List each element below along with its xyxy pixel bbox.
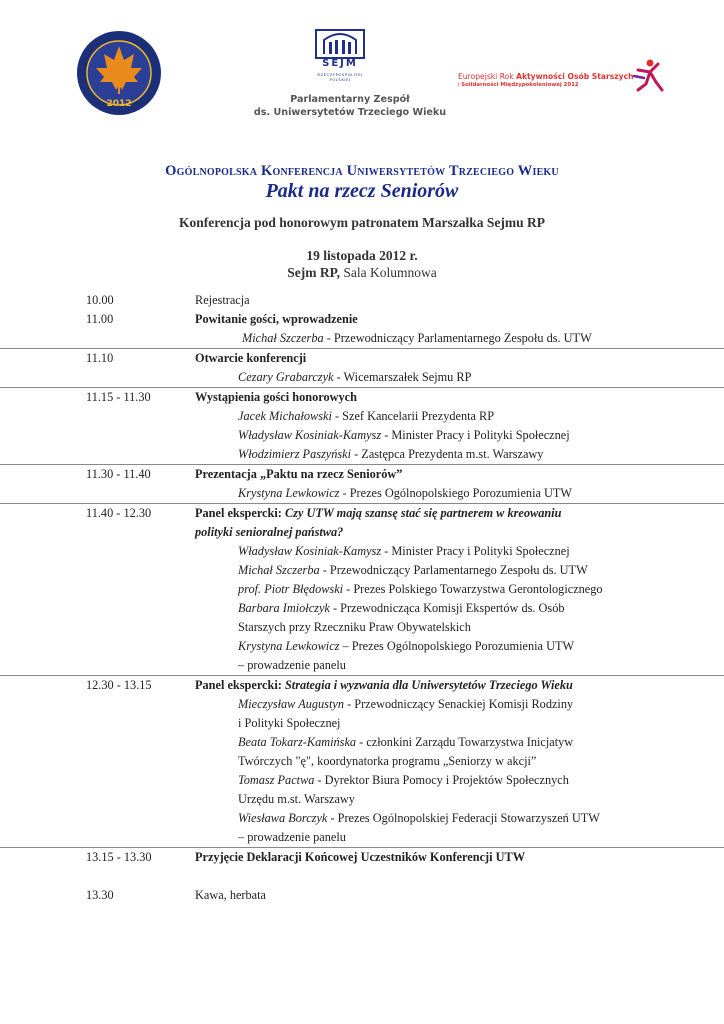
program-row: [0, 733, 724, 752]
speaker: [238, 580, 603, 599]
row-time: 12.30 - 13.15: [86, 678, 152, 692]
zespol-name: [210, 93, 490, 119]
speaker-name: Krystyna Lewkowicz: [238, 486, 340, 500]
speaker: [238, 368, 471, 387]
speaker-role: - Przewodniczący Senackiej Komisji Rodziny: [344, 697, 574, 711]
speaker-role: - Prezes Ogólnopolskiego Porozumienia UTW: [339, 486, 573, 500]
zespol-line2: ds. Uniwersytetów Trzeciego Wieku: [253, 107, 447, 118]
speaker: [238, 599, 565, 618]
utw-logo: [76, 30, 162, 116]
program-row: [0, 291, 724, 310]
row-time: 13.15 - 13.30: [86, 850, 152, 864]
sejm-sub-line1: RZECZYPOSPOLITEJ: [317, 72, 363, 77]
program-spacer: [0, 867, 724, 886]
program-row: [0, 752, 724, 771]
moderator-note: – prowadzenie panelu: [238, 658, 346, 672]
program-row: [0, 618, 724, 637]
speaker-role: - Przewodnicząca Komisji Ekspertów ds. Osób: [329, 601, 565, 615]
speaker-role: - Zastępca Prezydenta m.st. Warszawy: [351, 447, 544, 461]
row-text: Prezentacja „Paktu na rzecz Seniorów”: [195, 467, 403, 481]
speaker-name: Wiesława Borczyk: [238, 811, 328, 825]
program-row: [0, 523, 724, 542]
row-text: Przyjęcie Deklaracji Końcowej Uczestników Konferencji UTW: [195, 850, 525, 864]
program-row: [0, 426, 724, 445]
speaker-name: Władysław Kosiniak-Kamysz: [238, 428, 382, 442]
eu-line1-a: Europejski Rok: [458, 72, 517, 81]
row-text: [195, 504, 561, 523]
speaker-role: - Prezes Ogólnopolskiej Federacji Stowarzyszeń UTW: [327, 811, 600, 825]
program-row: [0, 348, 724, 368]
speaker: [238, 484, 572, 503]
program-row: [0, 329, 724, 348]
row-text: Wystąpienia gości honorowych: [195, 390, 357, 404]
speaker-role: - członkini Zarządu Towarzystwa Inicjatyw: [356, 735, 574, 749]
speaker-name: Tomasz Pactwa: [238, 773, 315, 787]
speaker-role-cont: i Polityki Społecznej: [238, 716, 341, 730]
speaker: [238, 445, 543, 464]
row-time: 10.00: [86, 293, 114, 307]
eu-year-figure-icon: [628, 58, 668, 92]
panel-topic: Strategia i wyzwania dla Uniwersytetów Trzeciego Wieku: [284, 678, 573, 692]
conference-date: 19 listopada 2012 r.: [306, 248, 418, 263]
sejm-logo-word: SEJM: [322, 58, 358, 69]
row-text: Kawa, herbata: [195, 888, 267, 902]
conference-title: Ogólnopolska Konferencja Uniwersytetów Trzeciego Wieku: [165, 163, 559, 179]
panel-label: Panel ekspercki:: [195, 506, 285, 520]
program-row: [0, 561, 724, 580]
program-row: [0, 847, 724, 867]
moderator-note: – prowadzenie panelu: [238, 830, 346, 844]
speaker: [242, 329, 592, 348]
program-row: [0, 407, 724, 426]
speaker-role: - Minister Pracy i Polityki Społecznej: [381, 428, 570, 442]
panel-topic: Czy UTW mają szansę stać się partnerem w kreowaniu: [284, 506, 562, 520]
speaker-role-cont: Twórczych "ę", koordynatorka programu „Seniorzy w akcji”: [238, 754, 537, 768]
zespol-line1: Parlamentarny Zespół: [290, 94, 410, 105]
row-text: Rejestracja: [195, 293, 250, 307]
program-row: [0, 809, 724, 828]
patronage-line: Konferencja pod honorowym patronatem Marszałka Sejmu RP: [179, 215, 545, 230]
program-row: [0, 637, 724, 656]
program-row: [0, 656, 724, 675]
speaker: [238, 407, 494, 426]
speaker-role: - Minister Pracy i Polityki Społecznej: [381, 544, 570, 558]
conference-place: [0, 265, 724, 281]
speaker-name: Cezary Grabarczyk: [238, 370, 334, 384]
program-table: [0, 291, 724, 905]
speaker-name: Władysław Kosiniak-Kamysz: [238, 544, 382, 558]
row-text: [195, 676, 573, 695]
row-time: 11.00: [86, 312, 114, 326]
row-time: 11.15 - 11.30: [86, 390, 151, 404]
program-row: [0, 828, 724, 847]
sejm-sub-line2: POLSKIEJ: [329, 77, 351, 82]
program-row: [0, 675, 724, 695]
row-text: Powitanie gości, wprowadzenie: [195, 312, 358, 326]
speaker-name: Michał Szczerba: [238, 563, 320, 577]
speaker: [238, 695, 573, 714]
speaker: [238, 542, 570, 561]
speaker-role: - Szef Kancelarii Prezydenta RP: [331, 409, 495, 423]
program-row: [0, 580, 724, 599]
program-row: [0, 542, 724, 561]
speaker-name: prof. Piotr Błędowski: [238, 582, 344, 596]
row-text: Otwarcie konferencji: [195, 351, 307, 365]
program-row: [0, 464, 724, 484]
row-time: 11.10: [86, 351, 114, 365]
program-row: [0, 695, 724, 714]
place-bold: Sejm RP,: [287, 265, 340, 280]
program-row: [0, 790, 724, 809]
speaker-role: - Dyrektor Biura Pomocy i Projektów Społecznych: [314, 773, 569, 787]
speaker-role: - Prezes Polskiego Towarzystwa Gerontologicznego: [343, 582, 603, 596]
speaker-name: Jacek Michałowski: [238, 409, 332, 423]
program-row: [0, 368, 724, 387]
program-row: [0, 599, 724, 618]
conference-subtitle: Pakt na rzecz Seniorów: [265, 180, 459, 202]
speaker: [238, 733, 573, 752]
eu-line2-b: Solidarności Międzypokoleniowej 2012: [461, 82, 579, 88]
eu-line1-b: Aktywności Osób Starszych: [516, 72, 634, 81]
speaker-role: - Przewodniczący Parlamentarnego Zespołu ds. UTW: [319, 563, 588, 577]
program-row: [0, 503, 724, 523]
speaker-name: Beata Tokarz-Kamińska: [238, 735, 357, 749]
speaker: [238, 426, 570, 445]
speaker: [238, 637, 574, 656]
program-row: [0, 771, 724, 790]
speaker: [238, 561, 588, 580]
speaker-name: Michał Szczerba: [242, 331, 324, 345]
speaker-role-cont: Starszych przy Rzeczniku Praw Obywatelskich: [238, 620, 471, 634]
program-row: [0, 484, 724, 503]
row-time: 11.30 - 11.40: [86, 467, 151, 481]
row-time: 11.40 - 12.30: [86, 506, 152, 520]
speaker-name: Krystyna Lewkowicz: [238, 639, 340, 653]
speaker-name: Włodzimierz Paszyński: [238, 447, 352, 461]
speaker: [238, 809, 600, 828]
program-row: [0, 310, 724, 329]
speaker: [238, 771, 569, 790]
speaker-name: Barbara Imiołczyk: [238, 601, 330, 615]
speaker-role-cont: Urzędu m.st. Warszawy: [238, 792, 355, 806]
program-row: [0, 387, 724, 407]
program-row: [0, 445, 724, 464]
panel-topic-cont: polityki senioralnej państwa?: [195, 525, 344, 539]
speaker-role: - Wicemarszałek Sejmu RP: [333, 370, 472, 384]
utw-logo-year: 2012: [106, 99, 132, 109]
eu-line2-a: i: [458, 82, 462, 88]
sejm-logo-subtitle: [300, 72, 380, 82]
row-time: 13.30: [86, 888, 114, 902]
speaker-name: Mieczysław Augustyn: [238, 697, 344, 711]
place-rest: Sala Kolumnowa: [340, 265, 437, 280]
panel-label: Panel ekspercki:: [195, 678, 285, 692]
speaker-role: – Prezes Ogólnopolskiego Porozumienia UTW: [339, 639, 575, 653]
program-row: [0, 886, 724, 905]
speaker-role: - Przewodniczący Parlamentarnego Zespołu ds. UTW: [323, 331, 592, 345]
program-row: [0, 714, 724, 733]
eu-year-logo-text: [458, 72, 648, 90]
